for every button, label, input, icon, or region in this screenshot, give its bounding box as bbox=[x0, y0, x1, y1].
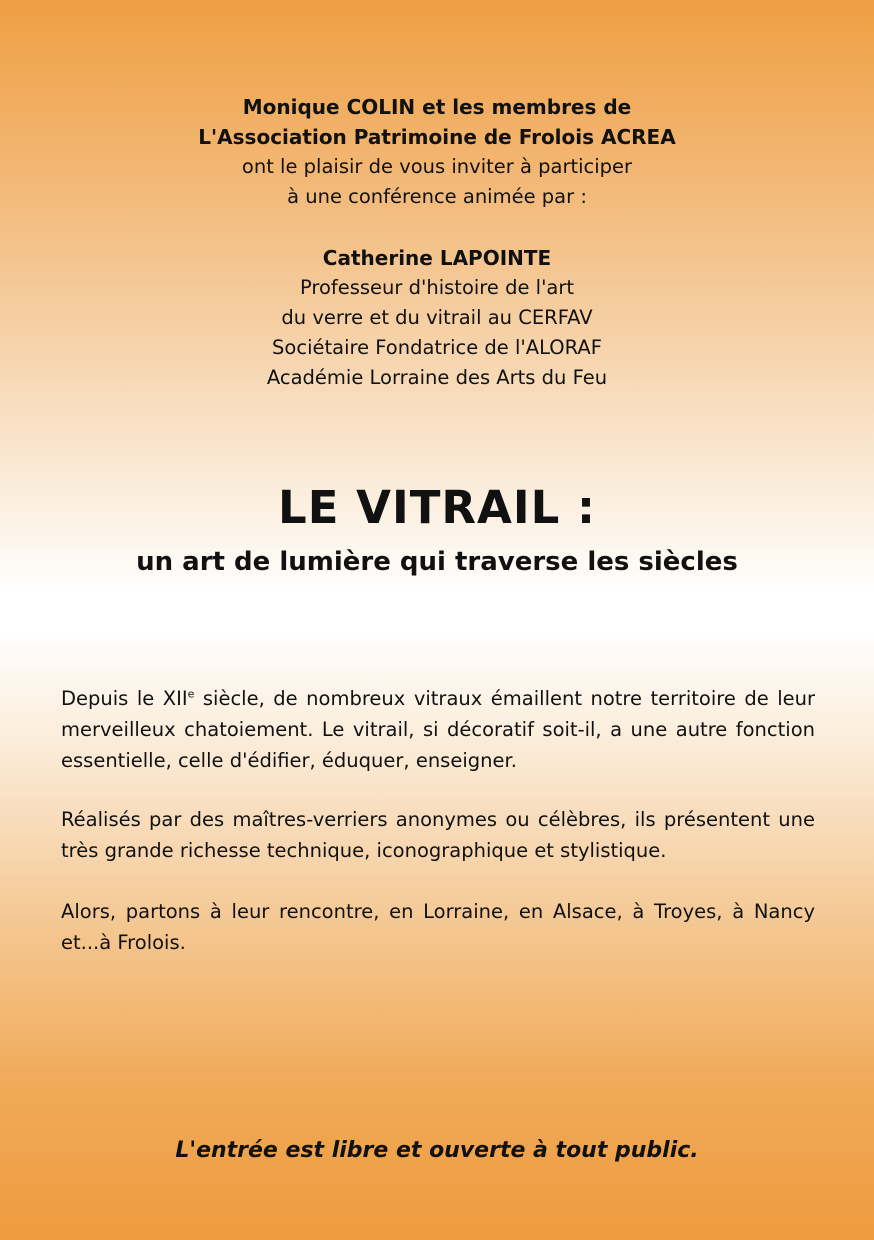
speaker-role-4: Académie Lorraine des Arts du Feu bbox=[266, 366, 608, 389]
paragraph-1-prefix: Depuis le XII bbox=[61, 687, 188, 710]
conference-subtitle: un art de lumière qui traverse les siècles bbox=[136, 547, 738, 577]
hosts-line-1: Monique COLIN et les membres de bbox=[242, 95, 632, 119]
speaker-role-2: du verre et du vitrail au CERFAV bbox=[281, 306, 593, 329]
speaker-role-1: Professeur d'histoire de l'art bbox=[299, 276, 575, 299]
hosts-line-4: à une conférence animée par : bbox=[287, 185, 587, 208]
paragraph-2: Réalisés par des maîtres-verriers anonymes ou célèbres, ils présentent une très grande richesse technique, iconographique et stylistique. bbox=[61, 808, 815, 862]
footer-note: L'entrée est libre et ouverte à tout public. bbox=[175, 1138, 699, 1163]
conference-title: LE VITRAIL : bbox=[278, 481, 596, 534]
paragraph-1 bbox=[61, 683, 815, 776]
paragraph-1-rest: siècle, de nombreux vitraux émaillent notre territoire de leur merveilleux chatoiement. Le vitrail, si décoratif soit-il, a une autre fonction essentielle, celle d'édifier, éduquer, enseigner. bbox=[61, 687, 816, 772]
paragraph-3: Alors, partons à leur rencontre, en Lorraine, en Alsace, à Troyes, à Nancy et...à Frolois. bbox=[61, 900, 815, 954]
paragraph-1-superscript: e bbox=[187, 687, 195, 701]
hosts-line-2: L'Association Patrimoine de Frolois ACREA bbox=[198, 125, 676, 149]
speaker-block bbox=[0, 243, 874, 393]
hosts-line-3: ont le plaisir de vous inviter à participer bbox=[241, 155, 633, 178]
speaker-name: Catherine LAPOINTE bbox=[322, 246, 552, 270]
hosts-block bbox=[0, 92, 874, 212]
speaker-role-3: Sociétaire Fondatrice de l'ALORAF bbox=[272, 336, 602, 359]
